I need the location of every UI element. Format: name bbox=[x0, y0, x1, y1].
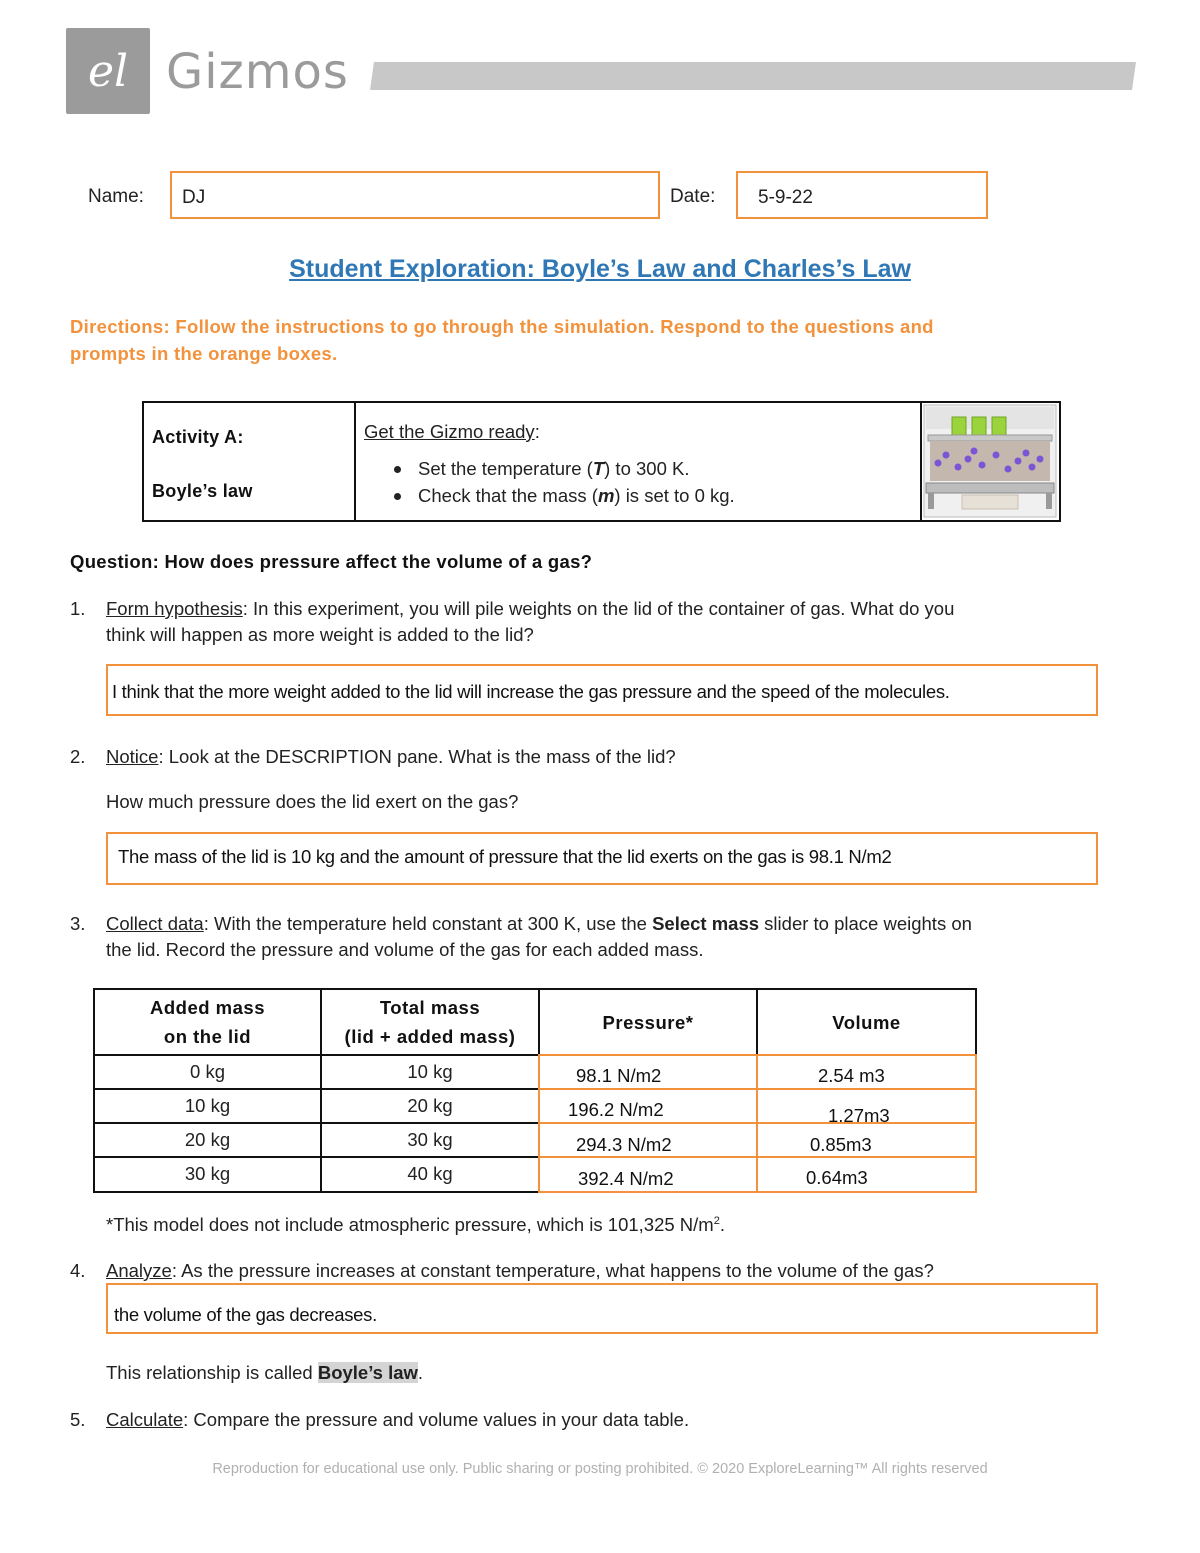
q2-number: 2. bbox=[70, 746, 86, 767]
q2-answer-box[interactable] bbox=[106, 832, 1098, 885]
q4-number: 4. bbox=[70, 1260, 86, 1281]
cell-volume-0[interactable]: 2.54 m3 bbox=[756, 1054, 977, 1090]
date-value: 5-9-22 bbox=[758, 187, 813, 208]
header-added-mass: Added mass on the lid bbox=[93, 988, 322, 1056]
cell-pressure-0[interactable]: 98.1 N/m2 bbox=[538, 1054, 758, 1090]
brand-name: Gizmos bbox=[166, 44, 349, 100]
activity-label-cell bbox=[144, 403, 356, 520]
q4-prompt: Analyze: As the pressure increases at constant temperature, what happens to the volume of the gas? bbox=[106, 1260, 934, 1281]
activity-instructions-cell bbox=[356, 403, 922, 520]
name-value: DJ bbox=[182, 187, 206, 208]
q5-term: Calculate bbox=[106, 1409, 184, 1430]
cell-total-3: 40 kg bbox=[320, 1156, 540, 1193]
bullet-icon bbox=[394, 493, 401, 500]
boyles-law-relationship: This relationship is called Boyle’s law. bbox=[106, 1362, 424, 1383]
date-label: Date: bbox=[670, 186, 716, 207]
q4-answer-box[interactable] bbox=[106, 1283, 1098, 1334]
cell-pressure-3[interactable]: 392.4 N/m2 bbox=[538, 1156, 758, 1193]
name-field[interactable] bbox=[170, 171, 660, 219]
cell-total-0: 10 kg bbox=[320, 1054, 540, 1090]
activity-name: Boyle’s law bbox=[152, 481, 253, 501]
page-title: Student Exploration: Boyle’s Law and Charles’s Law bbox=[289, 255, 911, 283]
cell-added-3: 30 kg bbox=[93, 1156, 322, 1193]
instruction-mass: Check that the mass (m) is set to 0 kg. bbox=[418, 485, 735, 506]
table-footnote: *This model does not include atmospheric pressure, which is 101,325 $N/m^2$. bbox=[106, 1214, 725, 1235]
cell-volume-3[interactable]: 0.64m3 bbox=[756, 1156, 977, 1193]
copyright-footer: Reproduction for educational use only. Public sharing or posting prohibited. © 2020 ExploreLearning™ All rights reserved bbox=[212, 1461, 988, 1477]
q1-answer-box[interactable] bbox=[106, 664, 1098, 716]
header-pressure: Pressure* bbox=[538, 988, 758, 1056]
boyles-law-term: Boyle’s law bbox=[317, 1362, 418, 1383]
instruction-temperature: Set the temperature (T) to 300 K. bbox=[418, 458, 690, 479]
date-field[interactable] bbox=[736, 171, 988, 219]
cell-total-2: 30 kg bbox=[320, 1122, 540, 1158]
gizmo-thumbnail bbox=[922, 403, 1058, 520]
cell-pressure-1[interactable]: 196.2 N/m2 bbox=[538, 1088, 758, 1124]
q2-answer: The mass of the lid is 10 kg and the amount of pressure that the lid exerts on the gas is 98.1 N/m2 bbox=[118, 846, 892, 867]
directions-line-1: Directions: Follow the instructions to go through the simulation. Respond to the questions and bbox=[70, 316, 934, 337]
cell-added-0: 0 kg bbox=[93, 1054, 322, 1090]
q1-prompt: Form hypothesis: In this experiment, you will pile weights on the lid of the container of gas. What do you think will happen as more weight is added to the lid? bbox=[106, 598, 955, 645]
bullet-icon bbox=[394, 466, 401, 473]
q3-number: 3. bbox=[70, 913, 86, 934]
q4-answer: the volume of the gas decreases. bbox=[114, 1304, 377, 1325]
cell-volume-1[interactable]: 1.27m3 bbox=[756, 1088, 977, 1124]
header-bar bbox=[370, 62, 1136, 90]
cell-added-1: 10 kg bbox=[93, 1088, 322, 1124]
q4-term: Analyze bbox=[106, 1260, 172, 1281]
q3-prompt: Collect data: With the temperature held constant at 300 K, use the Select mass slider to place weights on the lid. Record the pressure and volume of the gas for each added mass. bbox=[106, 913, 972, 960]
header-total-mass: Total mass (lid + added mass) bbox=[320, 988, 540, 1056]
cell-volume-2[interactable]: 0.85m3 bbox=[756, 1122, 977, 1158]
q3-term: Collect data bbox=[106, 913, 204, 934]
directions-line-2: prompts in the orange boxes. bbox=[70, 343, 338, 364]
q1-term: Form hypothesis bbox=[106, 598, 243, 619]
q5-number: 5. bbox=[70, 1409, 86, 1430]
header-volume: Volume bbox=[756, 988, 977, 1056]
directions bbox=[70, 313, 1130, 367]
gizmo-ready-heading: Get the Gizmo ready: bbox=[364, 421, 540, 442]
q1-answer: I think that the more weight added to the lid will increase the gas pressure and the speed of the molecules. bbox=[112, 681, 950, 702]
q2-prompt-2: How much pressure does the lid exert on the gas? bbox=[106, 791, 519, 812]
activity-table bbox=[142, 401, 1061, 522]
q5-prompt: Calculate: Compare the pressure and volume values in your data table. bbox=[106, 1409, 690, 1430]
cell-total-1: 20 kg bbox=[320, 1088, 540, 1124]
q2-prompt-1: Notice: Look at the DESCRIPTION pane. What is the mass of the lid? bbox=[106, 746, 676, 767]
q1-number: 1. bbox=[70, 598, 86, 619]
data-table bbox=[93, 988, 977, 1193]
cell-pressure-2[interactable]: 294.3 N/m2 bbox=[538, 1122, 758, 1158]
q2-term: Notice bbox=[106, 746, 159, 767]
explorelearning-logo-icon: el bbox=[87, 45, 129, 97]
question-heading: Question: How does pressure affect the volume of a gas? bbox=[70, 551, 593, 572]
activity-label: Activity A: bbox=[152, 427, 244, 447]
name-label: Name: bbox=[88, 186, 144, 207]
cell-added-2: 20 kg bbox=[93, 1122, 322, 1158]
gas-container-illustration bbox=[922, 403, 1058, 519]
